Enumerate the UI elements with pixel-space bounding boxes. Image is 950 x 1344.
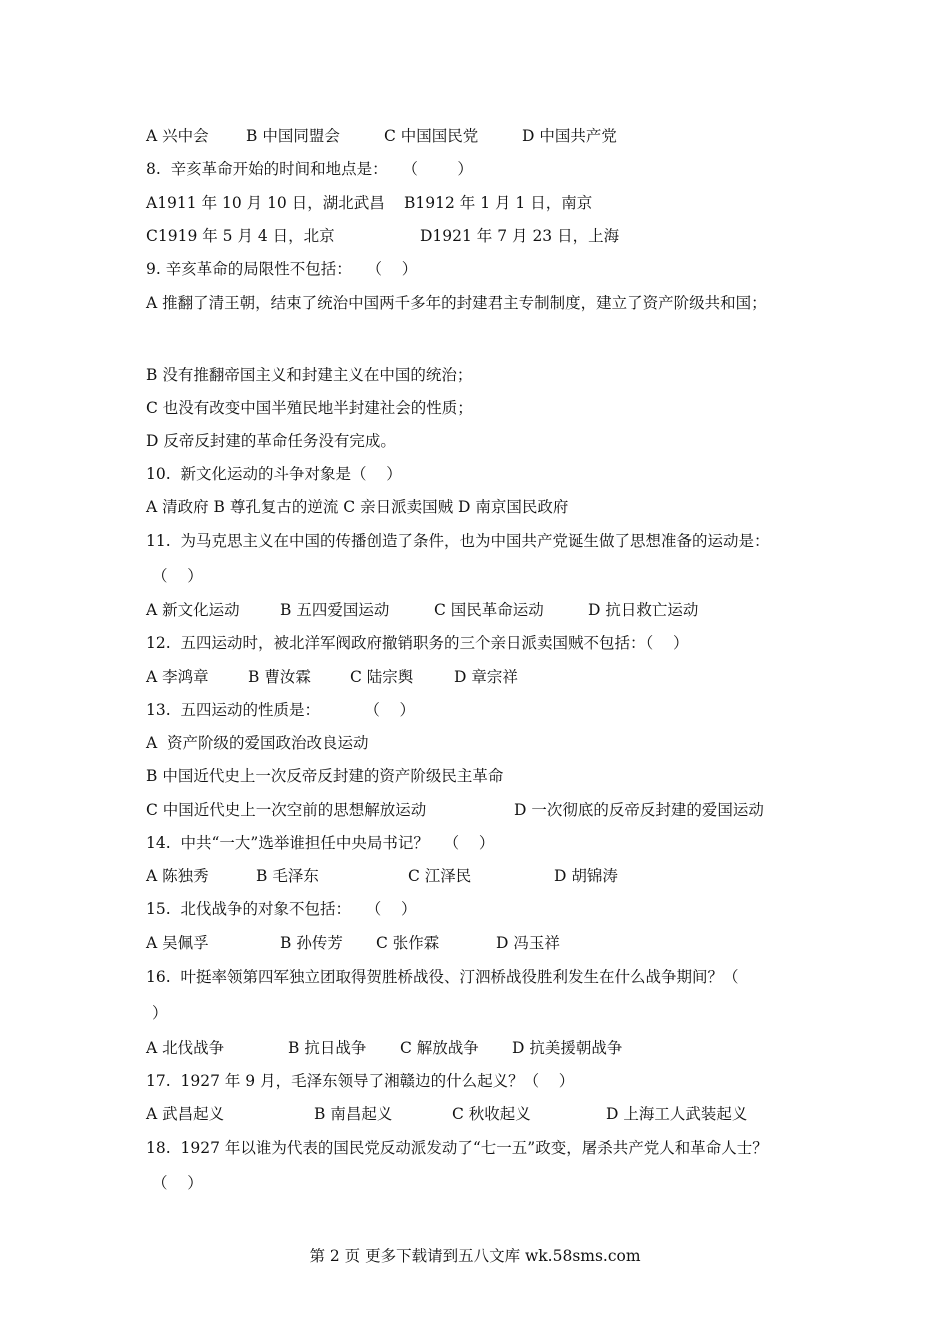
option-c: C 解放战争: [400, 1039, 479, 1057]
option-d: D 一次彻底的反帝反封建的爱国运动: [514, 801, 764, 819]
option-d: D 抗美援朝战争: [512, 1039, 623, 1057]
option-d: D 中国共产党: [522, 127, 617, 145]
option-b: B 曹汝霖: [248, 668, 311, 686]
option-b: B 五四爱国运动: [280, 601, 390, 619]
question-8: 8. 辛亥革命开始的时间和地点是： （ ）: [146, 160, 473, 178]
option-c: C 张作霖: [376, 934, 440, 952]
option-b: B 南昌起义: [314, 1105, 393, 1123]
option-b: B 中国同盟会: [246, 127, 340, 145]
q9-option-d: D 反帝反封建的革命任务没有完成。: [146, 432, 396, 450]
option-c: C 秋收起义: [452, 1105, 531, 1123]
question-16: 16. 叶挺率领第四军独立团取得贺胜桥战役、汀泗桥战役胜利发生在什么战争期间？（: [146, 968, 739, 986]
option-d: D 胡锦涛: [554, 867, 618, 885]
option-d: D 章宗祥: [454, 668, 518, 686]
q18-answer-blank: （ ）: [152, 1174, 203, 1192]
option-c: C 陆宗舆: [350, 668, 414, 686]
option-b: B1912 年 1 月 1 日，南京: [404, 194, 593, 212]
option-d: D 上海工人武装起义: [606, 1105, 748, 1123]
option-c: C 江泽民: [408, 867, 472, 885]
option-a: A1911 年 10 月 10 日，湖北武昌: [146, 194, 385, 212]
option-a: A 北伐战争: [146, 1039, 225, 1057]
q13-option-b: B 中国近代史上一次反帝反封建的资产阶级民主革命: [146, 767, 504, 785]
question-13: 13. 五四运动的性质是： （ ）: [146, 701, 416, 719]
q9-option-a: A 推翻了清王朝，结束了统治中国两千多年的封建君主专制制度，建立了资产阶级共和国；: [146, 294, 767, 312]
question-12: 12. 五四运动时，被北洋军阀政府撤销职务的三个亲日派卖国贼不包括：（ ）: [146, 634, 689, 652]
q10-options: A 清政府 B 尊孔复古的逆流 C 亲日派卖国贼 D 南京国民政府: [146, 498, 569, 516]
question-9: 9. 辛亥革命的局限性不包括： （ ）: [146, 260, 418, 278]
option-c: C 中国近代史上一次空前的思想解放运动: [146, 801, 427, 819]
option-a: A 陈独秀: [146, 867, 209, 885]
option-a: A 武昌起义: [146, 1105, 225, 1123]
option-d: D 冯玉祥: [496, 934, 560, 952]
question-17: 17. 1927 年 9 月，毛泽东领导了湘赣边的什么起义？（ ）: [146, 1072, 575, 1090]
page-footer: 第 2 页 更多下载请到五八文库 wk.58sms.com: [309, 1247, 641, 1265]
question-14: 14. 中共“一大”选举谁担任中央局书记？ （ ）: [146, 834, 495, 852]
q13-option-a: A 资产阶级的爱国政治改良运动: [146, 734, 369, 752]
option-a: A 兴中会: [146, 127, 209, 145]
option-a: A 李鸿章: [146, 668, 209, 686]
question-10: 10. 新文化运动的斗争对象是（ ）: [146, 465, 402, 483]
question-11: 11. 为马克思主义在中国的传播创造了条件，也为中国共产党诞生做了思想准备的运动是：: [146, 532, 770, 550]
option-d: D 抗日救亡运动: [588, 601, 699, 619]
option-b: B 孙传芳: [280, 934, 343, 952]
question-15: 15. 北伐战争的对象不包括： （ ）: [146, 900, 417, 918]
q11-answer-blank: （ ）: [152, 567, 203, 585]
option-b: B 抗日战争: [288, 1039, 367, 1057]
question-18: 18. 1927 年以谁为代表的国民党反动派发动了“七一五”政变，屠杀共产党人和革命人士？: [146, 1139, 768, 1157]
option-c: C 中国国民党: [384, 127, 479, 145]
option-a: A 新文化运动: [146, 601, 240, 619]
option-b: B 毛泽东: [256, 867, 319, 885]
q9-option-c: C 也没有改变中国半殖民地半封建社会的性质；: [146, 399, 473, 417]
q9-option-b: B 没有推翻帝国主义和封建主义在中国的统治；: [146, 366, 473, 384]
option-c: C1919 年 5 月 4 日，北京: [146, 227, 335, 245]
option-c: C 国民革命运动: [434, 601, 544, 619]
q16-answer-blank: ）: [152, 1004, 168, 1022]
option-d: D1921 年 7 月 23 日，上海: [420, 227, 620, 245]
option-a: A 吴佩孚: [146, 934, 209, 952]
